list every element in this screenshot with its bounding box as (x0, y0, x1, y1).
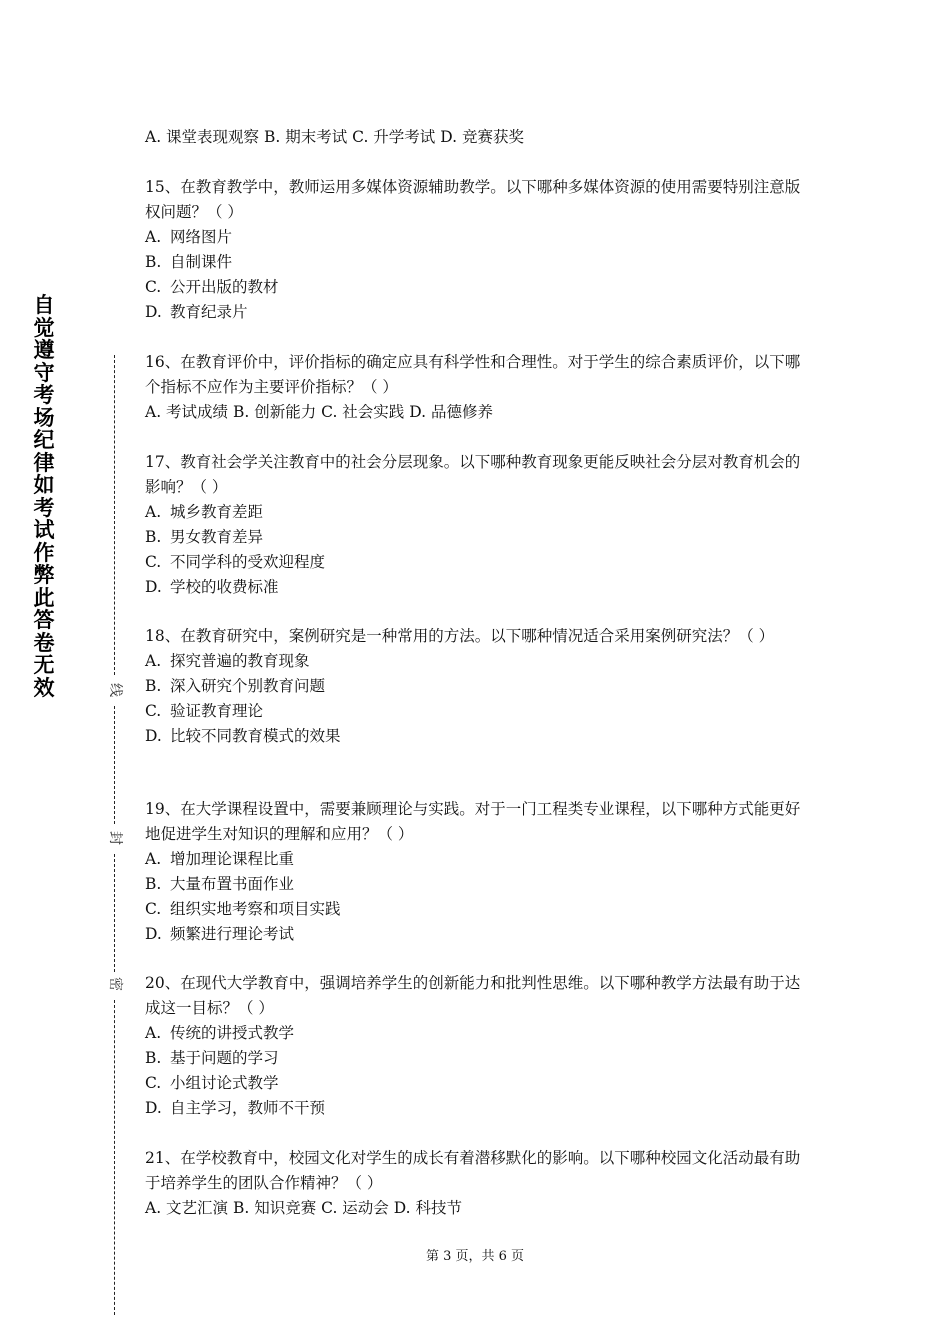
answer-option[interactable] (145, 897, 809, 922)
warning-char: 遵 (33, 338, 55, 362)
option-text: 比较不同教育模式的效果 (170, 727, 341, 745)
warning-char: 考 (33, 495, 55, 520)
option-text: 网络图片 (170, 228, 233, 246)
answer-option[interactable] (145, 922, 809, 947)
option-text: 城乡教育差距 (170, 503, 264, 521)
warning-char: 如 (33, 473, 55, 497)
option-label: C. (145, 702, 162, 720)
binding-line-dashed (114, 1000, 115, 1315)
question-stem: 19、在大学课程设置中，需要兼顾理论与实践。对于一门工程类专业课程，以下哪种方式能更好地促进学生对知识的理解和应用？（ ） (145, 800, 801, 843)
answer-option[interactable] (145, 649, 809, 674)
warning-char: 弊 (33, 563, 55, 587)
option-text: 验证教育理论 (170, 702, 264, 720)
option-label: B. (145, 253, 162, 271)
warning-char: 试 (33, 518, 55, 542)
option-label: A. (145, 228, 162, 246)
answer-option[interactable] (145, 300, 809, 325)
option-text: 小组讨论式教学 (170, 1074, 279, 1092)
question-17 (145, 450, 809, 600)
answer-option[interactable] (145, 724, 809, 749)
warning-char: 无 (33, 653, 55, 677)
binding-line-dashed (114, 706, 115, 824)
answer-option[interactable] (145, 1096, 809, 1121)
exam-discipline-warning (30, 294, 58, 699)
option-text: 大量布置书面作业 (170, 875, 295, 893)
question-20 (145, 971, 809, 1121)
warning-char: 自 (33, 293, 55, 317)
option-text: 组织实地考察和项目实践 (170, 900, 341, 918)
option-text: 传统的讲授式教学 (170, 1024, 295, 1042)
option-text: 学校的收费标准 (170, 578, 279, 596)
option-label: B. (145, 677, 162, 695)
warning-char: 考 (33, 383, 55, 407)
warning-char: 场 (33, 405, 55, 430)
option-label: D. (145, 303, 162, 321)
answer-option[interactable] (145, 575, 809, 600)
question-19 (145, 797, 809, 947)
option-label: C. (145, 1074, 162, 1092)
answer-option[interactable] (145, 1071, 809, 1096)
binding-line-dashed (114, 355, 115, 675)
option-text: 探究普遍的教育现象 (170, 652, 310, 670)
answer-option[interactable] (145, 872, 809, 897)
answer-option[interactable] (145, 225, 809, 250)
binding-line-dashed (114, 854, 115, 972)
question-18 (145, 624, 809, 749)
answer-option[interactable] (145, 674, 809, 699)
option-label: C. (145, 278, 162, 296)
question-16 (145, 350, 809, 425)
option-text: 自制课件 (170, 253, 233, 271)
question-21 (145, 1146, 809, 1221)
option-text: 自主学习，教师不干预 (170, 1099, 326, 1117)
option-label: A. (145, 503, 162, 521)
warning-char: 守 (33, 360, 55, 385)
answer-option[interactable] (145, 1046, 809, 1071)
option-label: C. (145, 553, 162, 571)
answer-option[interactable] (145, 275, 809, 300)
warning-char: 答 (33, 608, 55, 632)
warning-char: 卷 (33, 630, 55, 655)
option-text: 基于问题的学习 (170, 1049, 279, 1067)
question-stem: 17、教育社会学关注教育中的社会分层现象。以下哪种教育现象更能反映社会分层对教育机会的影响？（ ） (145, 453, 801, 496)
warning-char: 作 (33, 540, 55, 565)
answer-option[interactable] (145, 500, 809, 525)
option-text: 公开出版的教材 (170, 278, 279, 296)
option-label: B. (145, 875, 162, 893)
option-text: 频繁进行理论考试 (170, 925, 295, 943)
question-stem: 15、在教育教学中，教师运用多媒体资源辅助教学。以下哪种多媒体资源的使用需要特别注意版权问题？（ ） (145, 178, 801, 221)
option-label: C. (145, 900, 162, 918)
option-text: 男女教育差异 (170, 528, 264, 546)
option-label: A. (145, 652, 162, 670)
warning-char: 效 (33, 675, 55, 700)
answer-option[interactable] (145, 847, 809, 872)
option-label: D. (145, 1099, 162, 1117)
seal-label-line: 线 (105, 680, 125, 700)
option-text: 不同学科的受欢迎程度 (170, 553, 326, 571)
option-label: B. (145, 528, 162, 546)
option-text: 增加理论课程比重 (170, 850, 295, 868)
warning-char: 觉 (33, 315, 55, 340)
warning-char: 此 (33, 585, 55, 610)
previous-question-options: A. 课堂表现观察 B. 期末考试 C. 升学考试 D. 竞赛获奖 (145, 128, 524, 146)
option-label: D. (145, 925, 162, 943)
warning-char: 律 (33, 450, 55, 475)
option-label: A. (145, 850, 162, 868)
question-stem: 21、在学校教育中，校园文化对学生的成长有着潜移默化的影响。以下哪种校园文化活动最有助于培养学生的团队合作精神？（ ） (145, 1149, 801, 1192)
option-label: D. (145, 578, 162, 596)
warning-char: 纪 (33, 428, 55, 452)
question-stem: 18、在教育研究中，案例研究是一种常用的方法。以下哪种情况适合采用案例研究法？（ ） (145, 627, 775, 645)
answer-option[interactable] (145, 1021, 809, 1046)
option-label: D. (145, 727, 162, 745)
seal-label-seal: 封 (105, 828, 125, 848)
page-footer: 第 3 页，共 6 页 (425, 1249, 525, 1264)
option-text: 深入研究个别教育问题 (170, 677, 326, 695)
option-label: A. (145, 1024, 162, 1042)
question-15 (145, 175, 809, 325)
seal-label-secret: 密 (105, 974, 125, 994)
answer-option[interactable] (145, 525, 809, 550)
answer-option[interactable] (145, 250, 809, 275)
answer-option[interactable] (145, 699, 809, 724)
inline-options[interactable]: A. 文艺汇演 B. 知识竞赛 C. 运动会 D. 科技节 (145, 1199, 462, 1217)
question-stem: 20、在现代大学教育中，强调培养学生的创新能力和批判性思维。以下哪种教学方法最有助于达成这一目标？（ ） (145, 974, 801, 1017)
option-text: 教育纪录片 (170, 303, 248, 321)
question-stem: 16、在教育评价中，评价指标的确定应具有科学性和合理性。对于学生的综合素质评价，以下哪个指标不应作为主要评价指标？（ ） (145, 353, 801, 396)
inline-options[interactable]: A. 考试成绩 B. 创新能力 C. 社会实践 D. 品德修养 (145, 403, 493, 421)
option-label: B. (145, 1049, 162, 1067)
answer-option[interactable] (145, 550, 809, 575)
